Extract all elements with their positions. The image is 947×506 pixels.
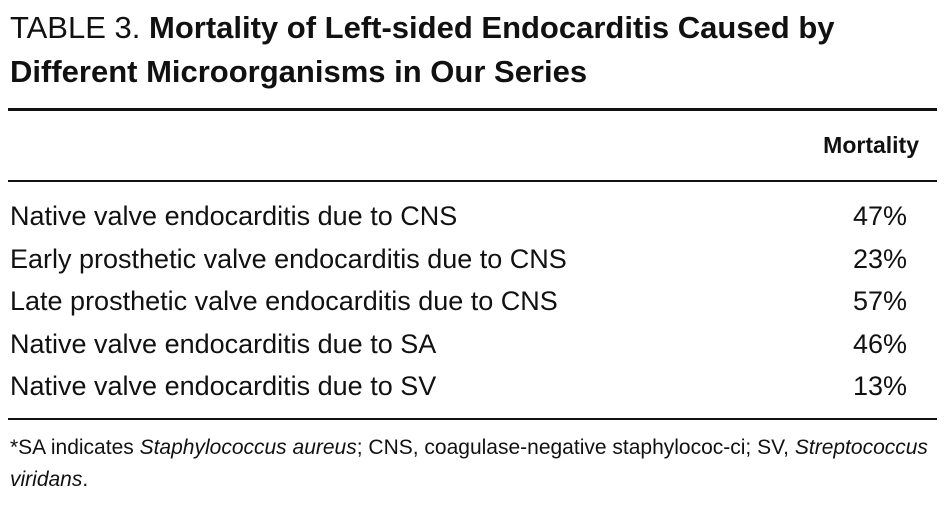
table-row xyxy=(10,368,920,411)
column-header-mortality: Mortality xyxy=(823,132,919,158)
row-value: 57% xyxy=(852,286,908,316)
top-rule xyxy=(8,108,937,111)
table-heading: Mortality of Left-sided Endocarditis Caused by Different Microorganisms in Our Series xyxy=(10,10,835,89)
table-footnote xyxy=(10,432,938,496)
row-label: Native valve endocarditis due to SA xyxy=(10,328,437,359)
header-rule xyxy=(8,180,937,182)
row-label: Late prosthetic valve endocarditis due to CNS xyxy=(10,286,558,316)
table-row xyxy=(10,241,920,284)
table-body xyxy=(10,198,920,411)
row-value: 23% xyxy=(852,243,908,274)
row-label: Native valve endocarditis due to SV xyxy=(10,371,437,401)
row-value: 13% xyxy=(852,371,908,401)
table-row xyxy=(10,198,920,241)
footnote-text-3: . xyxy=(82,468,89,491)
table-row xyxy=(10,283,920,326)
bottom-rule xyxy=(8,418,937,420)
footnote-text-1: *SA indicates xyxy=(10,436,140,459)
table-label: TABLE 3. xyxy=(10,10,141,45)
row-value: 46% xyxy=(852,328,908,359)
table-title xyxy=(10,6,940,94)
table-row xyxy=(10,326,920,369)
footnote-organism-1: Staphylococcus aureus xyxy=(139,436,357,459)
row-label: Native valve endocarditis due to CNS xyxy=(10,201,458,231)
footnote-text-2: ; CNS, coagulase-negative staphylococ-ci; SV, xyxy=(356,436,795,459)
row-label: Early prosthetic valve endocarditis due to CNS xyxy=(10,243,567,274)
footnote-organism-2: Streptococcus viridans xyxy=(10,436,928,491)
row-value: 47% xyxy=(852,201,908,231)
